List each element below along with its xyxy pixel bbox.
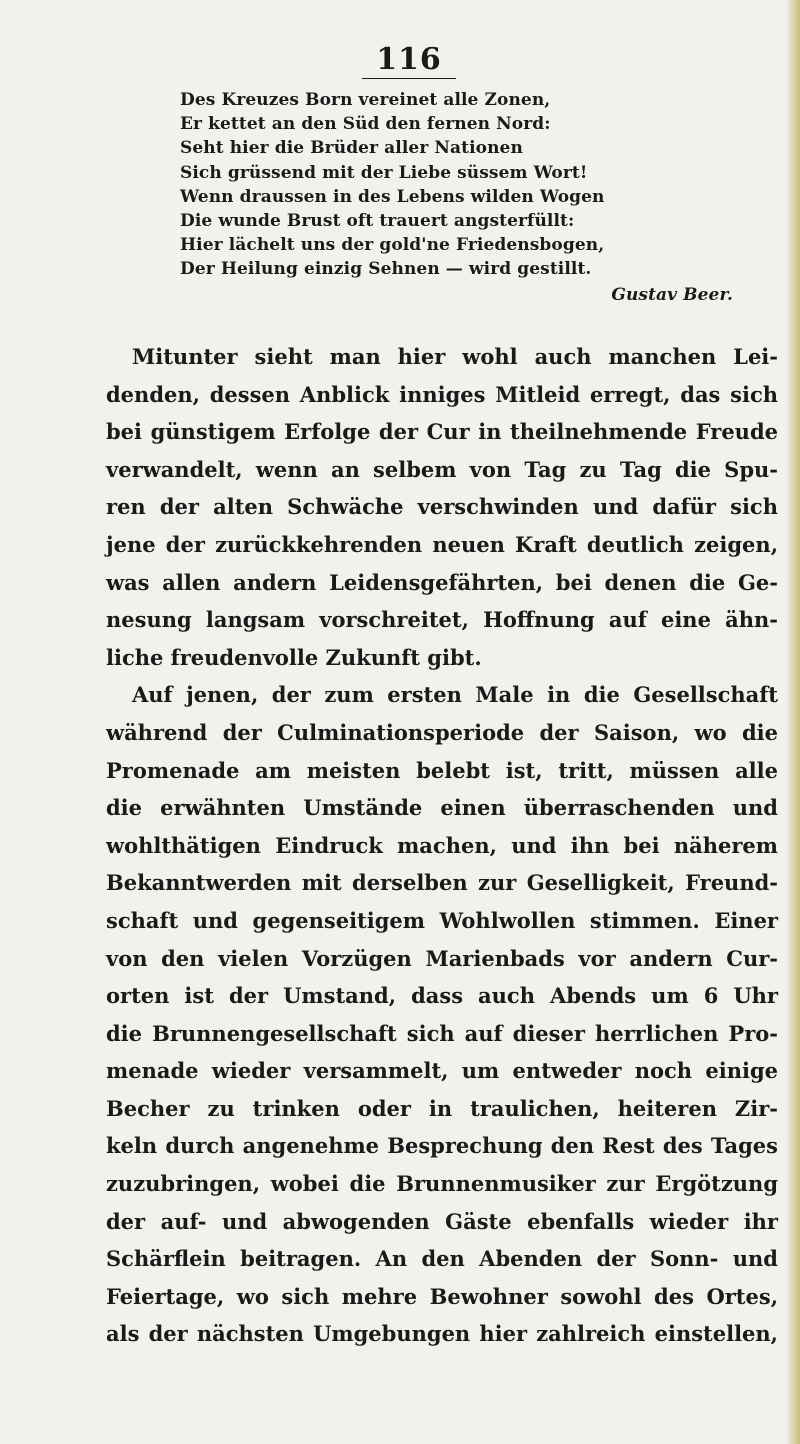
page-number: 116 [0, 42, 800, 79]
text-line: was allen andern Leidensgefährten, bei denen die Ge- [106, 569, 778, 595]
poem-line: Hier lächelt uns der gold'ne Friedensbogen, [180, 235, 605, 256]
text-line: ren der alten Schwäche verschwinden und dafür sich [106, 494, 778, 520]
text-line: während der Culminationsperiode der Saison, wo die [106, 719, 778, 745]
text-line: die Brunnengesellschaft sich auf dieser herrlichen Pro- [106, 1020, 778, 1046]
body-text [106, 338, 778, 1353]
text-line: verwandelt, wenn an selbem von Tag zu Tag die Spu- [106, 456, 778, 482]
text-line: Schärflein beitragen. An den Abenden der Sonn- und [106, 1246, 778, 1272]
poem-line: Der Heilung einzig Sehnen — wird gestillt. [180, 259, 592, 280]
text-line: der auf- und abwogenden Gäste ebenfalls wieder ihr [106, 1208, 778, 1234]
text-line: Becher zu trinken oder in traulichen, heiteren Zir- [106, 1095, 778, 1121]
text-line: orten ist der Umstand, dass auch Abends um 6 Uhr [106, 983, 778, 1009]
poem-line: Wenn draussen in des Lebens wilden Wogen [180, 186, 605, 207]
text-line: nesung langsam vorschreitet, Hoffnung auf eine ähn- [106, 607, 778, 633]
poem [180, 88, 765, 307]
poem-line: Sich grüssend mit der Liebe süssem Wort! [180, 162, 588, 183]
text-line: menade wieder versammelt, um entweder noch einige [106, 1058, 778, 1084]
text-line: Promenade am meisten belebt ist, tritt, müssen alle [106, 757, 778, 783]
paragraph-1 [106, 338, 778, 676]
text-line: liche freudenvolle Zukunft gibt. [106, 644, 482, 670]
text-line: zuzubringen, wobei die Brunnenmusiker zur Ergötzung [106, 1171, 778, 1197]
text-line: keln durch angenehme Besprechung den Rest des Tages [106, 1133, 778, 1159]
text-line: schaft und gegenseitigem Wohlwollen stimmen. Einer [106, 907, 778, 933]
text-line: denden, dessen Anblick inniges Mitleid erregt, das sich [106, 381, 778, 407]
poem-line: Seht hier die Brüder aller Nationen [180, 138, 523, 159]
poem-line: Er kettet an den Süd den fernen Nord: [180, 114, 551, 135]
text-line: jene der zurückkehrenden neuen Kraft deutlich zeigen, [106, 531, 778, 557]
page-edge [786, 0, 800, 1444]
text-line: von den vielen Vorzügen Marienbads vor andern Cur- [106, 945, 778, 971]
text-line: bei günstigem Erfolge der Cur in theilnehmende Freude [106, 419, 778, 445]
text-line: Auf jenen, der zum ersten Male in die Gesellschaft [132, 682, 778, 708]
text-line: Feiertage, wo sich mehre Bewohner sowohl des Ortes, [106, 1283, 778, 1309]
poem-line: Des Kreuzes Born vereinet alle Zonen, [180, 90, 551, 110]
poem-line: Die wunde Brust oft trauert angsterfüllt: [180, 211, 575, 232]
text-line: Mitunter sieht man hier wohl auch manchen Lei- [132, 344, 778, 369]
text-line: die erwähnten Umstände einen überraschenden und [106, 795, 778, 821]
poem-author: Gustav Beer. [611, 284, 733, 305]
paragraph-2 [106, 676, 778, 1353]
text-line: als der nächsten Umgebungen hier zahlreich einstellen, [106, 1321, 778, 1347]
text-line: Bekanntwerden mit derselben zur Geselligkeit, Freund- [106, 870, 778, 896]
text-line: wohlthätigen Eindruck machen, und ihn bei näherem [106, 832, 778, 858]
